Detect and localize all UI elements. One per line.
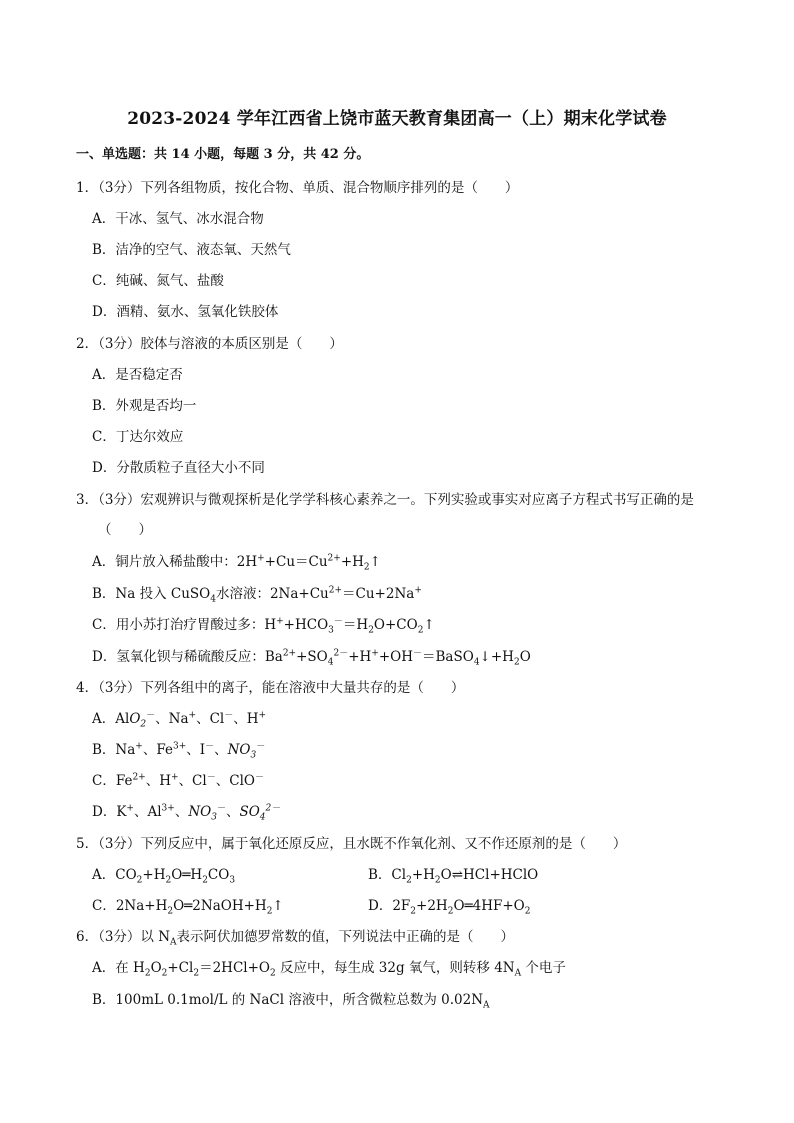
q6-option-b: B．100mL 0.1mol/L 的 NaCl 溶液中，所含微粒总数为 $0.02N_A$	[92, 992, 490, 1011]
q2-option-d: D．分散质粒子直径大小不同	[92, 460, 265, 476]
q4-option-d: D．K+、$Al^{3+}$、$NO_3^-$、$SO_4^{2-}$	[92, 803, 281, 823]
q5-option-b: B．$Cl_2+H_2O\rightleftharpoons HCl+HClO$	[368, 867, 539, 886]
question-3-stem: 3．（3分）宏观辨识与微观探析是化学学科核心素养之一。下列实验或事实对应离子方程式书写正确的是	[76, 492, 694, 508]
q4-option-b: B．Na+、$Fe^{3+}$、I－、$NO_3^-$	[92, 741, 266, 761]
q2-option-b: B．外观是否均一	[92, 398, 197, 414]
q2-option-c: C．丁达尔效应	[92, 429, 184, 445]
question-1-stem: 1．（3分）下列各组物质，按化合物、单质、混合物顺序排列的是（ ）	[76, 180, 519, 196]
q1-option-b: B．洁净的空气、液态氧、天然气	[92, 242, 291, 258]
q1-option-c: C．纯碱、氮气、盐酸	[92, 273, 224, 289]
q6-option-a: A．在 $H_2O_2+Cl_2=2HCl+O_2$ 反应中，每生成 32g 氧气，则转移 $4N_A$ 个电子	[92, 960, 566, 979]
q1-option-a: A．干冰、氢气、冰水混合物	[92, 211, 264, 227]
question-6-stem: 6．（3分）以 $N_A$表示阿伏加德罗常数的值，下列说法中正确的是（ ）	[76, 929, 515, 948]
q5-option-d: D．$2F_2+2H_2O═4HF+O_2$	[368, 898, 531, 917]
q4-option-c: C．$Fe^{2+}$、H+、Cl－、ClO－	[92, 772, 264, 789]
q5-option-a: A．$CO_2+H_2O═H_2CO_3$	[92, 867, 236, 886]
question-2-stem: 2．（3分）胶体与溶液的本质区别是（ ）	[76, 336, 343, 352]
question-5-stem: 5．（3分）下列反应中，属于氧化还原反应，且水既不作氧化剂、又不作还原剂的是（ ）	[76, 836, 627, 852]
q2-option-a: A．是否稳定否	[92, 367, 183, 383]
question-3-stem-cont: （ ）	[98, 522, 152, 538]
question-4-stem: 4．（3分）下列各组中的离子，能在溶液中大量共存的是（ ）	[76, 680, 465, 696]
q4-option-a: A．AlO$_2$－、Na+、Cl－、H+	[92, 710, 267, 730]
exam-title: 2023-2024 学年江西省上饶市蓝天教育集团高一（上）期末化学试卷	[127, 109, 667, 129]
q3-option-a: A．铜片放入稀盐酸中：$2H^++Cu=Cu^{2+}+H_2↑$	[92, 553, 381, 573]
section-heading: 一、单选题：共 14 小题，每题 3 分，共 42 分。	[76, 147, 370, 162]
q1-option-d: D．酒精、氨水、氢氧化铁胶体	[92, 304, 279, 320]
q3-option-b: B．Na 投入 CuSO$_4$水溶液：$2Na+Cu^{2+}=Cu+2Na^+$	[92, 585, 422, 605]
q3-option-c: C．用小苏打治疗胃酸过多：$H^++HCO_3^-=H_2O+CO_2↑$	[92, 616, 435, 636]
q5-option-c: C．$2Na+H_2O═2NaOH+H_2↑$	[92, 898, 284, 917]
q3-option-d: D．氢氧化钡与稀硫酸反应：$Ba^{2+}+SO_4^{2-}+H^++OH^-=BaSO_4↓+H_2O$	[92, 648, 531, 668]
